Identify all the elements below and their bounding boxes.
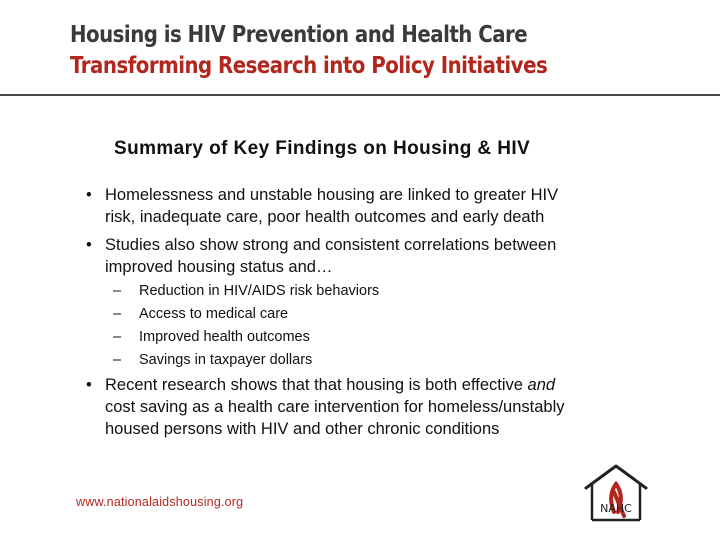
bullet-line: housed persons with HIV and other chronic conditions: [105, 420, 500, 438]
sub-item-text: Reduction in HIV/AIDS risk behaviors: [139, 283, 380, 299]
slide-title: Summary of Key Findings on Housing & HIV: [114, 138, 531, 159]
header-title: Housing is HIV Prevention and Health Care: [70, 22, 528, 48]
logo-text: NAHC: [600, 502, 632, 515]
sub-item-text: Access to medical care: [139, 306, 289, 322]
dash-icon: –: [113, 306, 122, 322]
bullet-line: Studies also show strong and consistent correlations between: [105, 236, 557, 254]
dash-icon: –: [113, 352, 122, 368]
sub-item-text: Savings in taxpayer dollars: [139, 352, 313, 368]
dash-icon: –: [113, 283, 122, 299]
bullet-icon: •: [86, 186, 92, 204]
bullet-line: improved housing status and…: [105, 258, 333, 276]
header-subtitle: Transforming Research into Policy Initiatives: [70, 53, 548, 79]
bullet-line: Homelessness and unstable housing are linked to greater HIV: [105, 186, 559, 204]
bullet-line: risk, inadequate care, poor health outcomes and early death: [105, 208, 545, 226]
bullet-text: [105, 234, 635, 278]
footer-url[interactable]: www.nationalaidshousing.org: [76, 495, 244, 509]
emphasis-text: and: [527, 376, 556, 394]
bullet-text: [105, 374, 635, 440]
bullet-icon: •: [86, 236, 92, 254]
nahc-logo-icon: [580, 462, 652, 524]
bullet-line: Recent research shows that that housing is both effective and: [105, 376, 556, 394]
bullet-line: cost saving as a health care intervention for homeless/unstably: [105, 398, 565, 416]
dash-icon: –: [113, 329, 122, 345]
bullet-text: [105, 184, 635, 228]
header-divider: [0, 94, 720, 96]
sub-item-text: Improved health outcomes: [139, 329, 310, 345]
bullet-icon: •: [86, 376, 92, 394]
